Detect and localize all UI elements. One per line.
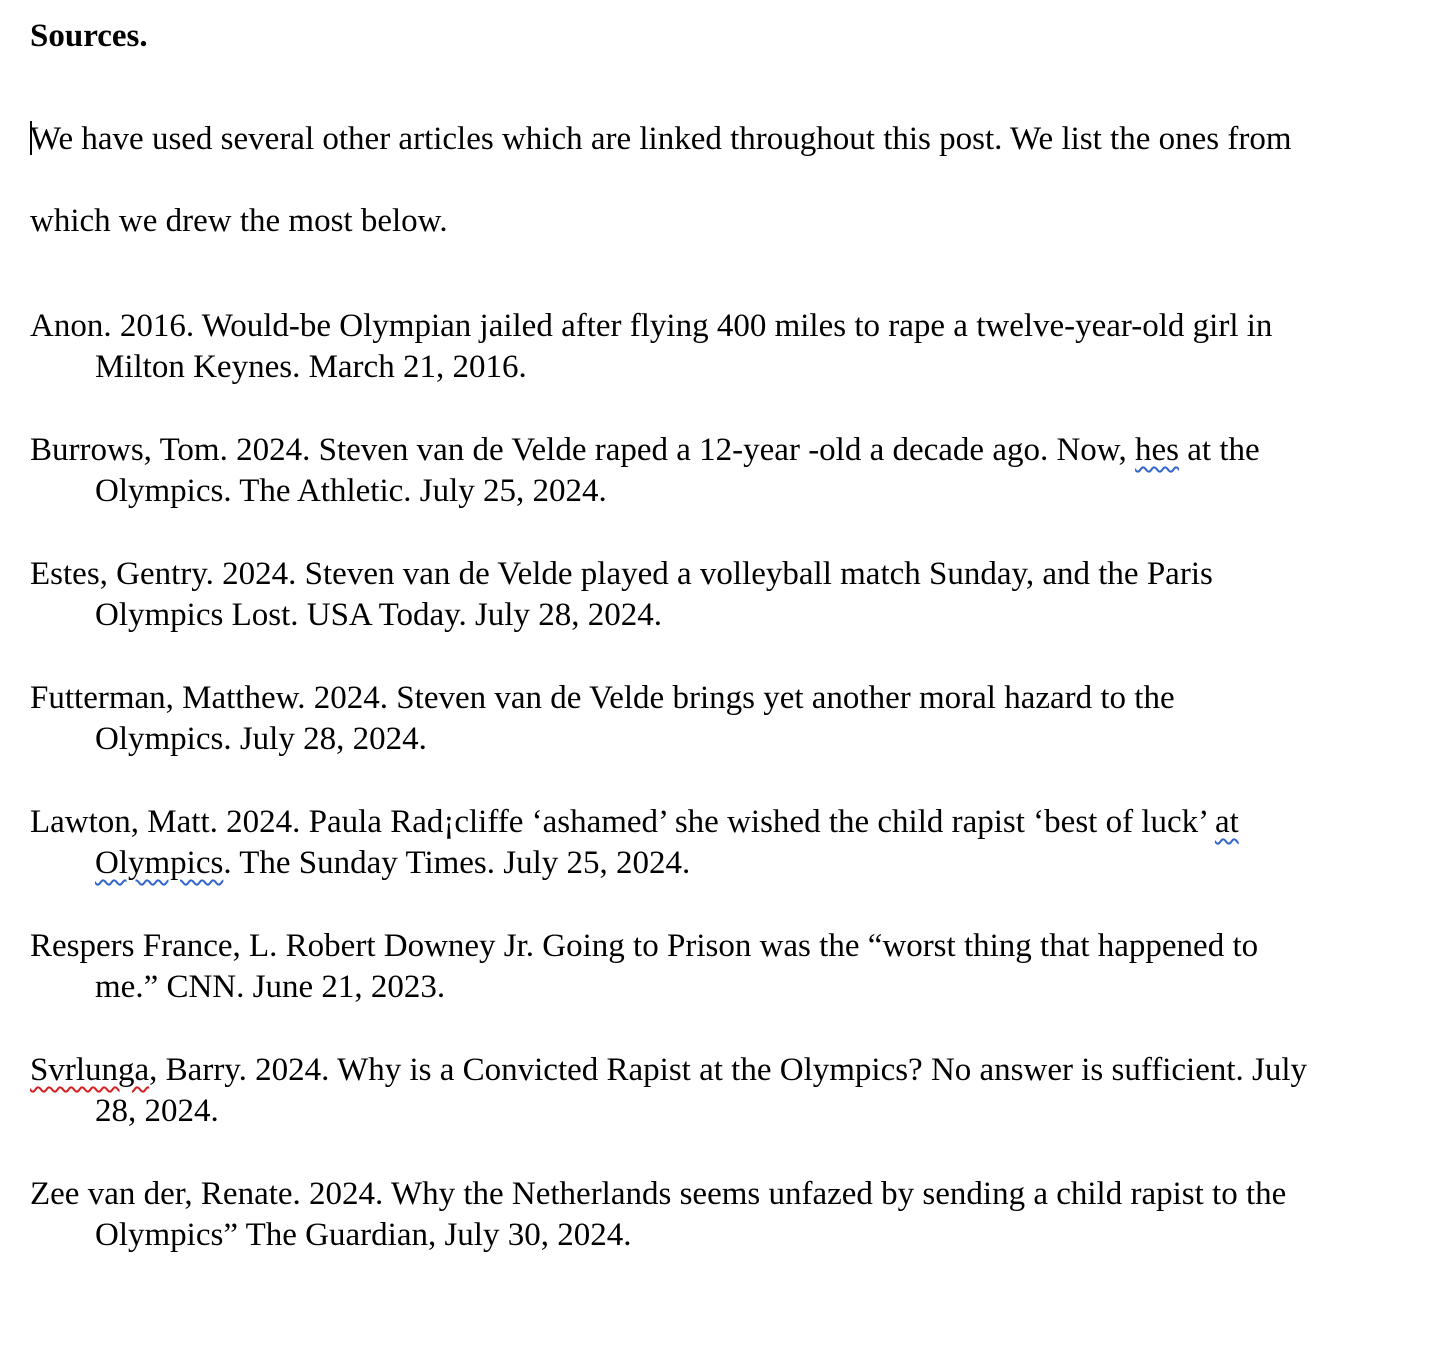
reference-entry[interactable] bbox=[30, 926, 1450, 1050]
reference-line-indented: 28, 2024. bbox=[95, 1093, 219, 1129]
reference-entry[interactable] bbox=[30, 430, 1450, 554]
reference-line: Respers France, L. Robert Downey Jr. Going to Prison was the “worst thing that happened to bbox=[30, 928, 1259, 964]
reference-line: Burrows, Tom. 2024. Steven van de Velde raped a 12-year -old a decade ago. Now, hes at the bbox=[30, 432, 1260, 468]
reference-entry[interactable] bbox=[30, 306, 1450, 430]
section-heading: Sources. bbox=[30, 18, 148, 54]
reference-line-indented: Milton Keynes. March 21, 2016. bbox=[95, 349, 527, 385]
reference-line: Estes, Gentry. 2024. Steven van de Velde played a volleyball match Sunday, and the Paris bbox=[30, 556, 1213, 592]
grammar-flagged-word[interactable]: hes bbox=[1135, 432, 1180, 468]
reference-entry[interactable] bbox=[30, 802, 1450, 926]
reference-entry[interactable] bbox=[30, 678, 1450, 802]
reference-line: Lawton, Matt. 2024. Paula Rad¡cliffe ‘ashamed’ she wished the child rapist ‘best of luck’ at bbox=[30, 804, 1239, 840]
intro-paragraph[interactable] bbox=[30, 98, 1292, 262]
reference-line-indented: me.” CNN. June 21, 2023. bbox=[95, 969, 446, 1005]
grammar-flagged-word[interactable]: Olympics bbox=[95, 845, 224, 881]
reference-entry[interactable] bbox=[30, 554, 1450, 678]
reference-list bbox=[30, 306, 1450, 1298]
reference-line: Svrlunga, Barry. 2024. Why is a Convicted Rapist at the Olympics? No answer is sufficient. July bbox=[30, 1052, 1308, 1088]
reference-line-indented: Olympics. The Sunday Times. July 25, 2024. bbox=[95, 845, 691, 881]
reference-line-indented: Olympics Lost. USA Today. July 28, 2024. bbox=[95, 597, 662, 633]
reference-line: Anon. 2016. Would-be Olympian jailed after flying 400 miles to rape a twelve-year-old girl in bbox=[30, 308, 1273, 344]
reference-entry[interactable] bbox=[30, 1174, 1450, 1298]
reference-entry[interactable] bbox=[30, 1050, 1450, 1174]
intro-line-1: We have used several other articles which are linked throughout this post. We list the ones from bbox=[30, 121, 1292, 157]
spelling-flagged-word[interactable]: Svrlunga bbox=[30, 1052, 150, 1088]
intro-line-2: which we drew the most below. bbox=[30, 203, 448, 239]
reference-line-indented: Olympics. The Athletic. July 25, 2024. bbox=[95, 473, 607, 509]
reference-line: Zee van der, Renate. 2024. Why the Netherlands seems unfazed by sending a child rapist to the bbox=[30, 1176, 1287, 1212]
grammar-flagged-word[interactable]: at bbox=[1214, 804, 1239, 840]
reference-line-indented: Olympics” The Guardian, July 30, 2024. bbox=[95, 1217, 632, 1253]
reference-line-indented: Olympics. July 28, 2024. bbox=[95, 721, 427, 757]
reference-line: Futterman, Matthew. 2024. Steven van de Velde brings yet another moral hazard to the bbox=[30, 680, 1175, 716]
